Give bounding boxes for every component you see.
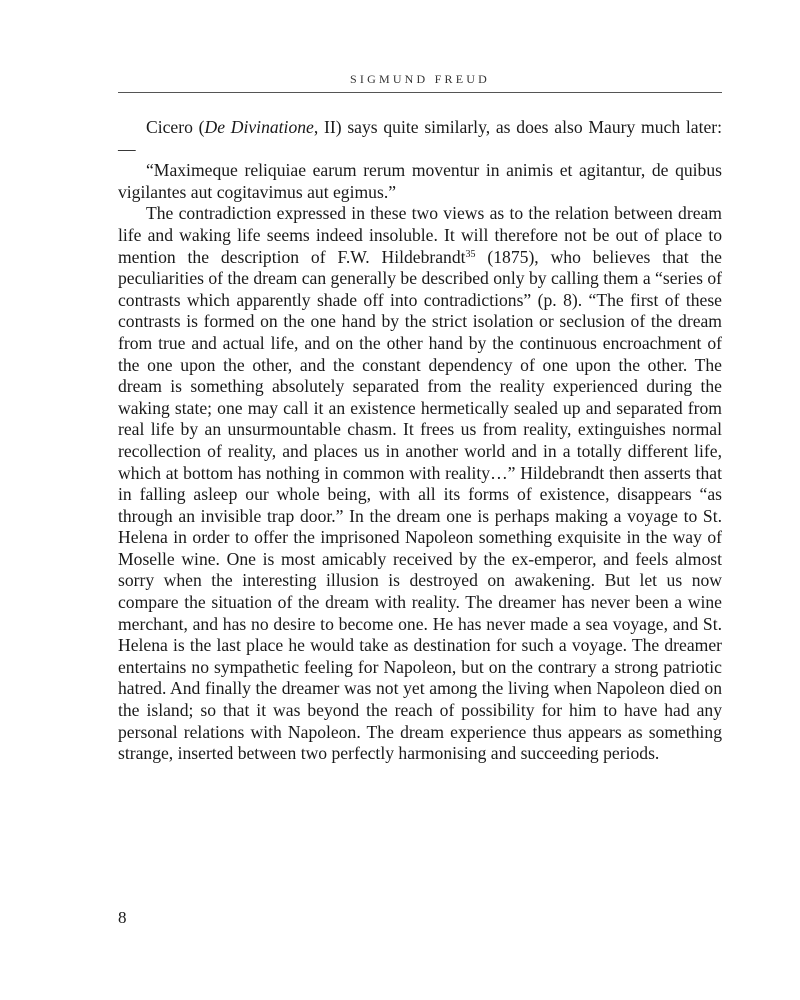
page-number: 8 — [118, 908, 127, 927]
paragraph-cicero-rest: , II) says quite similarly, as does also Maury much later:— — [118, 117, 723, 159]
header-rule — [118, 92, 722, 93]
paragraph-latin-quote: “Maximeque reliquiae earum rerum moventur in animis et agitantur, de quibus vigilantes aut cogitavimus aut egimus.” — [118, 160, 722, 202]
work-title: De Divinatione — [204, 117, 314, 137]
paragraph-cicero — [118, 117, 722, 160]
footnote-reference[interactable]: 35 — [465, 248, 476, 260]
paragraph-hildebrandt-rest: (1875), who believes that the peculiarities of the dream can generally be described only by calling them a “series of contrasts which apparently shade off into contradictions” (p. 8). “The first of these contrasts is formed on the one hand by the strict isolation or seclusion of the dream from true and actual life, and on the other hand by the continuous encroachment of the one upon the other, and the constant dependency of one upon the other. The dream is something absolutely separated from the reality experienced during the waking state; one may call it an existence hermetically sealed up and separated from real life by an unsurmountable chasm. It frees us from reality, extinguishes normal recollection of reality, and places us in another world and in a totally different life, which at bottom has nothing in common with reality…” Hildebrandt then asserts that in falling asleep our whole being, with all its forms of existence, disappears “as through an invisible trap door.” In the dream one is perhaps making a voyage to St. Helena in order to offer the imprisoned Napoleon something exquisite in the way of Moselle wine. One is most amicably received by the ex-emperor, and feels almost sorry when the interesting illusion is destroyed on awakening. But let us now compare the situation of the dream with reality. The dreamer has never been a wine merchant, and has no desire to become one. He has never made a sea voyage, and St. Helena is the last place he would take as destination for such a voyage. The dreamer entertains no sympathetic feeling for Napoleon, but on the contrary a strong patriotic hatred. And finally the dreamer was not yet among the living when Napoleon died on the island; so that it was beyond the reach of possibility for him to have had any personal relations with Napoleon. The dream experience thus appears as something strange, inserted between two perfectly harmonising and succeeding periods. — [118, 246, 722, 764]
paragraph-cicero-lead: Cicero ( — [146, 117, 205, 137]
book-page — [118, 0, 722, 1000]
paragraph-hildebrandt-start: The contradiction expressed in these two views as to the relation between dream life and waking life seems indeed insoluble. It will therefore not be out of place to mention the description of F.W. Hildebrandt — [118, 203, 722, 267]
paragraph-hildebrandt — [118, 203, 722, 764]
body-text — [118, 117, 722, 765]
running-head: SIGMUND FREUD — [350, 72, 490, 86]
